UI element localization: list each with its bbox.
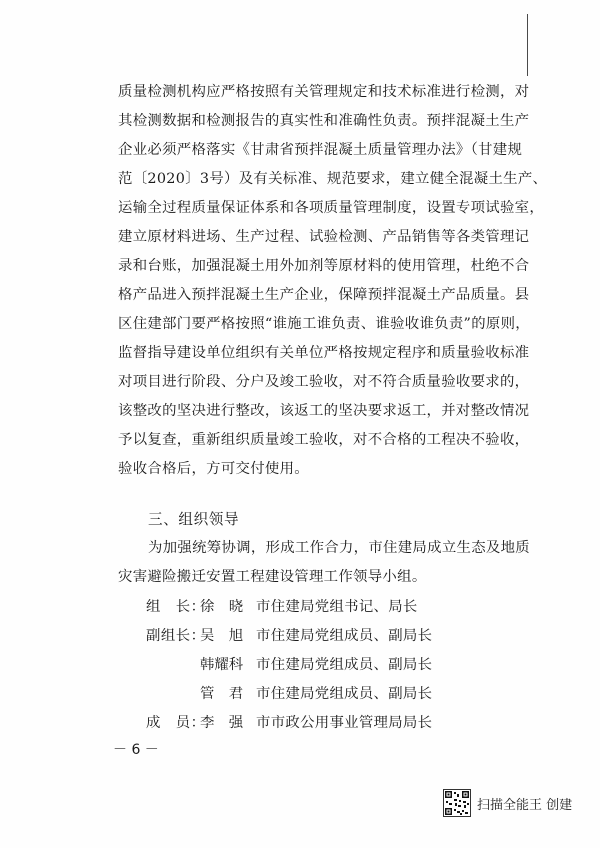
scanner-watermark [443, 787, 572, 819]
paragraph-line: 质量检测机构应严格按照有关管理规定和技术标准进行检测，对 [118, 84, 530, 100]
paragraph-line: 为加强统筹协调，形成工作合力，市住建局成立生态及地质 [148, 540, 530, 556]
roster-title: 市住建局党组成员、副局长 [256, 657, 433, 673]
paragraph-line: 格产品进入预拌混凝土生产企业，保障预拌混凝土产品质量。县 [118, 287, 530, 303]
paragraph-line: 灾害避险搬迁安置工程建设管理工作领导小组。 [118, 569, 427, 585]
roster-name: 韩耀科 [200, 657, 244, 673]
page-number: － 6 － [113, 742, 159, 758]
roster-row [118, 593, 518, 622]
paragraph-line: 其检测数据和检测报告的真实性和准确性负责。预拌混凝土生产 [118, 113, 530, 129]
paragraph-line: 予以复查，重新组织质量竣工验收，对不合格的工程决不验收， [118, 432, 530, 448]
scan-artifact-line [527, 14, 528, 76]
paragraph-line: 录和台账，加强混凝土用外加剂等原材料的使用管理，杜绝不合 [118, 258, 530, 274]
paragraph-line: 该整改的坚决进行整改，该返工的坚决要求返工，并对整改情况 [118, 403, 530, 419]
roster-row [118, 622, 518, 651]
leadership-roster [118, 593, 518, 738]
section-heading: 三、组织领导 [148, 511, 240, 528]
paragraph-line: 对项目进行阶段、分户及竣工验收，对不符合质量验收要求的， [118, 374, 530, 390]
paragraph-line: 建立原材料进场、生产过程、试验检测、产品销售等各类管理记 [118, 229, 530, 245]
paragraph-line: 企业必须严格落实《甘肃省预拌混凝土质量管理办法》（甘建规 [118, 142, 523, 158]
scanner-label: 扫描全能王 创建 [477, 797, 573, 813]
roster-name: 吴 旭 [200, 628, 244, 644]
roster-row [118, 651, 518, 680]
roster-title: 市住建局党组成员、副局长 [256, 686, 433, 702]
paragraph-line: 区住建部门要严格按照“谁施工谁负责、谁验收谁负责”的原则， [118, 316, 530, 332]
roster-role: 组 长： [146, 599, 206, 615]
roster-title: 市住建局党组成员、副局长 [256, 628, 433, 644]
roster-name: 管 君 [200, 686, 244, 702]
paragraph-line: 范〔2020〕3号）及有关标准、规范要求，建立健全混凝土生产、 [118, 171, 548, 187]
roster-title: 市住建局党组书记、局长 [256, 599, 418, 615]
paragraph-line: 监督指导建设单位组织有关单位严格按规定程序和质量验收标准 [118, 345, 530, 361]
roster-role: 成 员： [146, 715, 206, 731]
roster-name: 李 强 [200, 715, 244, 731]
roster-row [118, 709, 518, 738]
roster-title: 市市政公用事业管理局局长 [256, 715, 433, 731]
roster-role: 副组长： [146, 628, 206, 644]
paragraph-line: 验收合格后，方可交付使用。 [118, 461, 309, 477]
paragraph-line: 运输全过程质量保证体系和各项质量管理制度，设置专项试验室， [118, 200, 545, 216]
roster-row [118, 680, 518, 709]
qr-code-icon [443, 789, 471, 817]
section-paragraph [118, 534, 530, 592]
roster-name: 徐 晓 [200, 599, 244, 615]
body-paragraph [118, 78, 548, 484]
